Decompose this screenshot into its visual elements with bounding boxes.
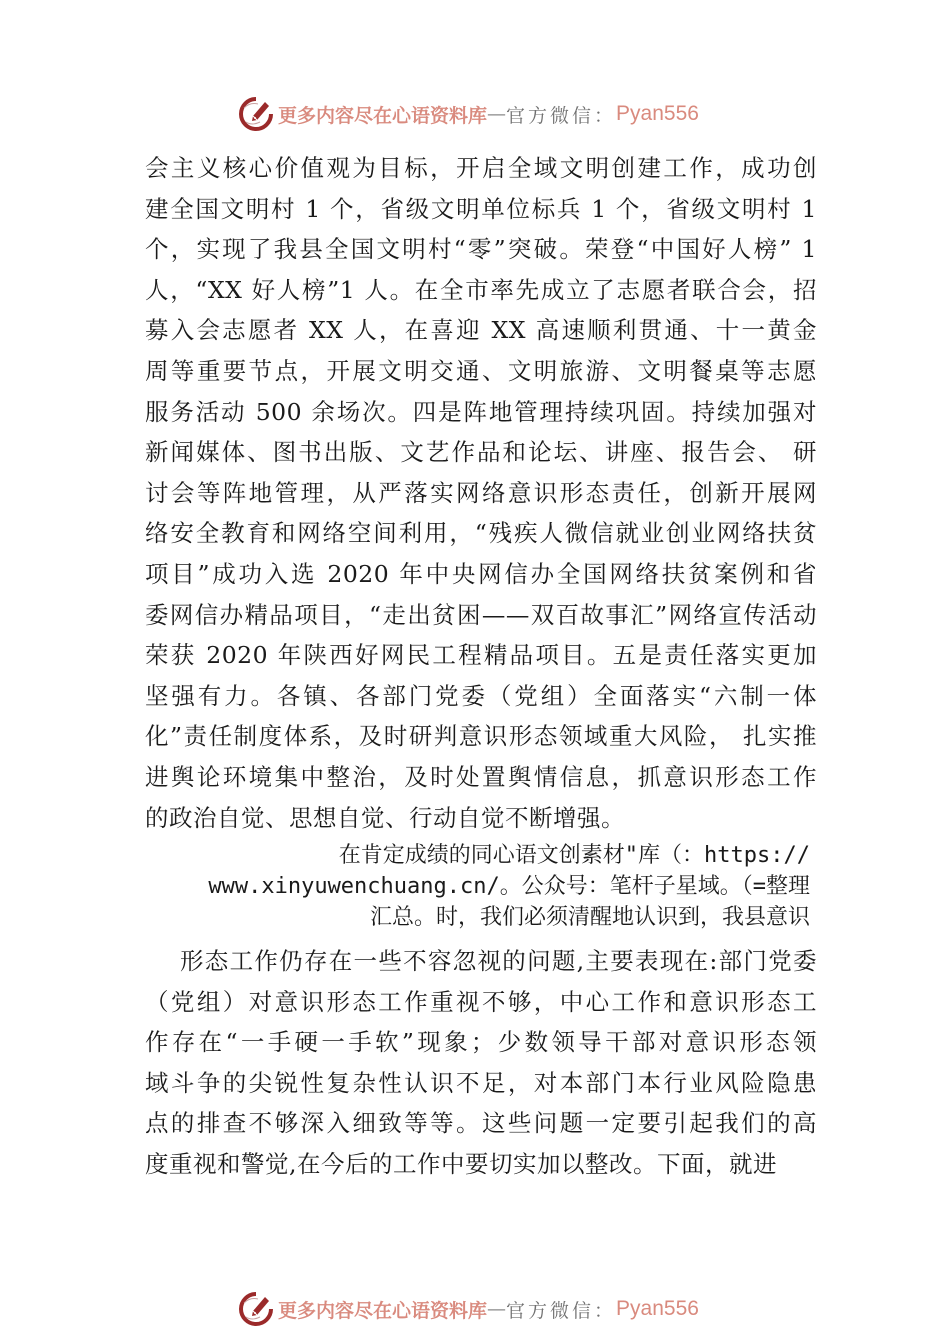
wechat-id: Pyan556 xyxy=(616,1297,699,1320)
watermark-line: 在肯定成绩的同心语文创素材"库（：https:// xyxy=(338,843,810,869)
text-line: 委网信办精品项目，“走出贫困——双百故事汇”网络宣传活动 xyxy=(145,600,817,629)
text-line: 络安全教育和网络空间利用，“残疾人微信就业创业网络扶贫 xyxy=(145,519,817,548)
text-line: 新闻媒体、图书出版、文艺作品和论坛、讲座、报告会、 研 xyxy=(145,438,817,467)
banner-dash: — xyxy=(487,103,507,125)
library-text: 更多内容尽在心语资料库 xyxy=(278,1299,488,1322)
text-line: 的政治自觉、思想自觉、行动自觉不断增强。 xyxy=(145,803,625,832)
text-line: 点的排查不够深入细致等等。这些问题一定要引起我们的高 xyxy=(145,1109,817,1138)
text-line: 会主义核心价值观为目标，开启全域文明创建工作，成功创 xyxy=(145,154,817,182)
library-text: 更多内容尽在心语资料库 xyxy=(278,104,488,127)
paragraph-1 xyxy=(145,148,817,838)
watermark-block xyxy=(145,840,810,933)
pen-nib-circle-icon xyxy=(238,1291,274,1327)
text-line: 化”责任制度体系，及时研判意识形态领域重大风险， 扎实推 xyxy=(145,722,817,751)
text-line: 人，“XX 好人榜”1 人。在全市率先成立了志愿者联合会，招 xyxy=(145,275,817,304)
footer-banner xyxy=(238,1289,699,1329)
text-line: 建全国文明村 1 个，省级文明单位标兵 1 个，省级文明村 1 xyxy=(145,194,817,223)
text-line: 项目”成功入选 2020 年中央网信办全国网络扶贫案例和省 xyxy=(145,559,817,588)
text-line: 服务活动 500 余场次。四是阵地管理持续巩固。持续加强对 xyxy=(145,397,817,426)
wechat-label: 官方微信： xyxy=(506,104,617,127)
text-line: 作存在“一手硬一手软”现象；少数领导干部对意识形态领 xyxy=(145,1028,817,1057)
text-line: 个，实现了我县全国文明村“零”突破。荣登“中国好人榜” 1 xyxy=(145,235,817,264)
text-line: 域斗争的尖锐性复杂性认识不足，对本部门本行业风险隐患 xyxy=(145,1068,817,1097)
text-line: 形态工作仍存在一些不容忽视的问题,主要表现在:部门党委 xyxy=(180,947,817,976)
text-line: 坚强有力。各镇、各部门党委（党组）全面落实“六制一体 xyxy=(145,681,817,710)
pen-nib-circle-icon xyxy=(238,96,274,132)
banner-dash: — xyxy=(487,1298,507,1320)
text-line: 讨会等阵地管理，从严落实网络意识形态责任，创新开展网 xyxy=(145,478,817,507)
watermark-line: www.xinyuwenchuang.cn/。公众号：笔杆子星域。（=整理 xyxy=(208,874,810,900)
text-line: 荣获 2020 年陕西好网民工程精品项目。五是责任落实更加 xyxy=(145,641,817,670)
text-line: （党组）对意识形态工作重视不够，中心工作和意识形态工 xyxy=(145,987,817,1016)
text-line: 募入会志愿者 XX 人，在喜迎 XX 高速顺利贯通、十一黄金 xyxy=(145,316,817,345)
header-banner xyxy=(238,94,699,134)
text-line: 周等重要节点，开展文明交通、文明旅游、文明餐桌等志愿 xyxy=(145,356,817,385)
wechat-label: 官方微信： xyxy=(506,1299,617,1322)
text-line: 度重视和警觉,在今后的工作中要切实加以整改。下面，就进 xyxy=(145,1150,777,1179)
paragraph-2 xyxy=(145,941,817,1185)
text-line: 进舆论环境集中整治，及时处置舆情信息，抓意识形态工作 xyxy=(145,762,817,791)
document-body xyxy=(145,148,817,1185)
watermark-line: 汇总。时，我们必须清醒地认识到，我县意识 xyxy=(369,905,810,931)
wechat-id: Pyan556 xyxy=(616,102,699,125)
